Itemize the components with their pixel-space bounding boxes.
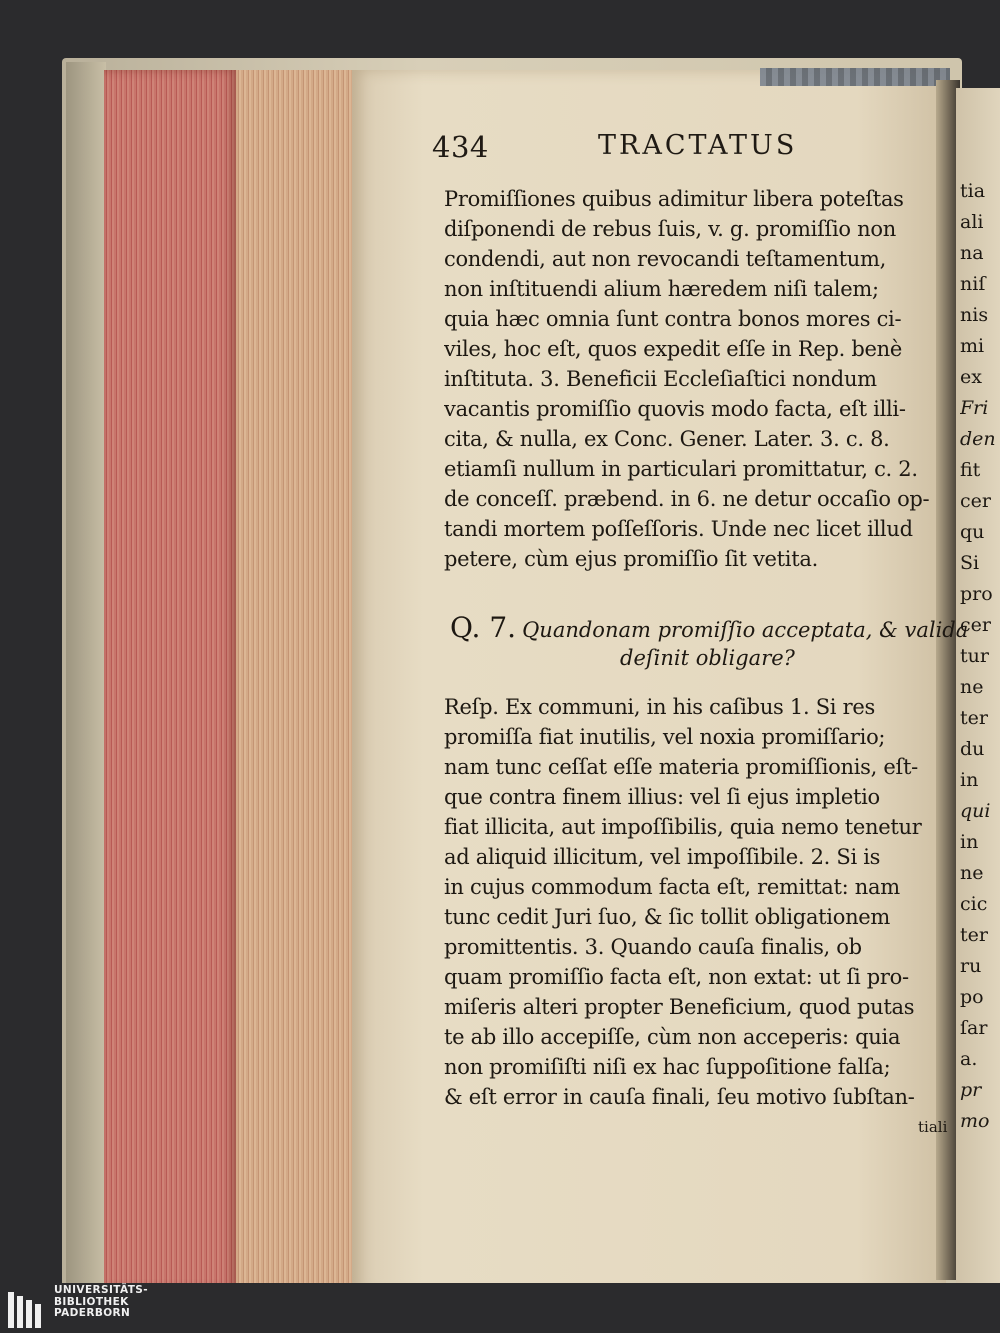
fragment: niſ [960, 273, 986, 295]
fragment: na [960, 242, 984, 264]
text-line: te ab illo accepiſſe, cùm non acceperis: quia [444, 1025, 901, 1049]
fragment: pr [960, 1079, 982, 1101]
text-line: non inſtituendi alium hæredem niſi talem; [444, 277, 879, 301]
fragment: tia [960, 180, 986, 202]
question-heading [450, 611, 969, 674]
fragment: in [960, 769, 979, 791]
library-name-line: UNIVERSITÄTS- [54, 1284, 149, 1296]
fragment: qu [960, 521, 985, 543]
text-line: de conceſſ. præbend. in 6. ne detur occaſio op- [444, 487, 930, 511]
fragment: ne [960, 676, 984, 698]
text-line: quam promiſſio facta eſt, non extat: ut ſi pro- [444, 965, 909, 989]
question-line-1 [450, 611, 969, 644]
page-header [432, 130, 812, 166]
text-line: Reſp. Ex communi, in his caſibus 1. Si res [444, 695, 875, 719]
fragment: Fri [960, 397, 989, 419]
text-line: tunc cedit Juri ſuo, & ſic tollit obligationem [444, 905, 891, 929]
library-name-line: PADERBORN [54, 1307, 131, 1319]
library-logo-icon [6, 1290, 46, 1330]
fragment: ali [960, 211, 984, 233]
library-name-line: BIBLIOTHEK [54, 1295, 129, 1308]
fragment: cer [960, 614, 991, 636]
text-line: vacantis promiſſio quovis modo facta, eſt illi- [444, 397, 906, 421]
fragment: ter [960, 924, 988, 946]
fragment: mo [960, 1110, 990, 1132]
fragment: cer [960, 490, 991, 512]
fragment: den [960, 428, 996, 450]
library-name [54, 1285, 148, 1320]
text-line: ad aliquid illicitum, vel impoſſibile. 2. Si is [444, 845, 881, 869]
facing-page-text [960, 176, 1000, 1137]
text-line: in cujus commodum facta eſt, remittat: nam [444, 875, 900, 899]
fragment: ne [960, 862, 984, 884]
fragment: fit [960, 459, 981, 481]
fragment: ſar [960, 1017, 988, 1039]
fragment: cic [960, 893, 988, 915]
fragment: Si [960, 552, 980, 574]
text-line: tandi mortem poſſeſſoris. Unde nec licet illud [444, 517, 913, 541]
text-line: inſtituta. 3. Beneficii Eccleſiaſtici nondum [444, 367, 877, 391]
text-line: que contra finem illius: vel ſi ejus impletio [444, 785, 880, 809]
spine-top [760, 68, 950, 86]
fragment: in [960, 831, 979, 853]
fragment: po [960, 986, 984, 1008]
text-line: quia hæc omnia ſunt contra bonos mores ci- [444, 307, 902, 331]
text-line: non promiſiſti niſi ex hac ſuppoſitione falſa; [444, 1055, 891, 1079]
text-line: Promiſſiones quibus adimitur libera poteſtas [444, 187, 904, 211]
paragraph-1 [444, 184, 950, 574]
red-fore-edge [104, 70, 238, 1283]
fragment: qui [960, 800, 991, 822]
page-number: 434 [432, 130, 489, 164]
text-line: cita, & nulla, ex Conc. Gener. Later. 3. c. 8. [444, 427, 890, 451]
running-title: TRACTATUS [598, 130, 798, 161]
fragment: nis [960, 304, 989, 326]
text-line: promiſſa fiat inutilis, vel noxia promiſſario; [444, 725, 886, 749]
fragment: mi [960, 335, 985, 357]
text-line: diſponendi de rebus ſuis, v. g. promiſſio non [444, 217, 896, 241]
fragment: ter [960, 707, 988, 729]
text-line: viles, hoc eſt, quos expedit eſſe in Rep. benè [444, 337, 902, 361]
text-line: fiat illicita, aut impoſſibilis, quia nemo tenetur [444, 815, 922, 839]
fragment: tur [960, 645, 989, 667]
fragment: ru [960, 955, 982, 977]
fragment: pro [960, 583, 993, 605]
question-text-1: Quandonam promiſſio acceptata, & valida [522, 618, 969, 642]
fragment: a. [960, 1048, 978, 1070]
text-line: etiamſi nullum in particulari promittatur, c. 2. [444, 457, 918, 481]
paragraph-2 [444, 692, 950, 1112]
fragment: ex [960, 366, 982, 388]
fragment: du [960, 738, 985, 760]
page-stack-edge [236, 70, 356, 1283]
cover-edge [66, 62, 106, 1283]
catchword: tiali [918, 1118, 948, 1136]
text-line: condendi, aut non revocandi teſtamentum, [444, 247, 886, 271]
question-label: Q. 7. [450, 611, 517, 644]
text-line: & eſt error in cauſa finali, ſeu motivo ſubſtan- [444, 1085, 915, 1109]
question-line-2: deſinit obligare? [620, 646, 795, 670]
text-line: miſeris alteri propter Beneficium, quod putas [444, 995, 915, 1019]
text-line: nam tunc ceſſat eſſe materia promiſſionis, eſt- [444, 755, 918, 779]
text-line: petere, cùm ejus promiſſio ſit vetita. [444, 547, 818, 571]
footer-bar [0, 1283, 1000, 1333]
text-line: promittentis. 3. Quando cauſa finalis, ob [444, 935, 862, 959]
